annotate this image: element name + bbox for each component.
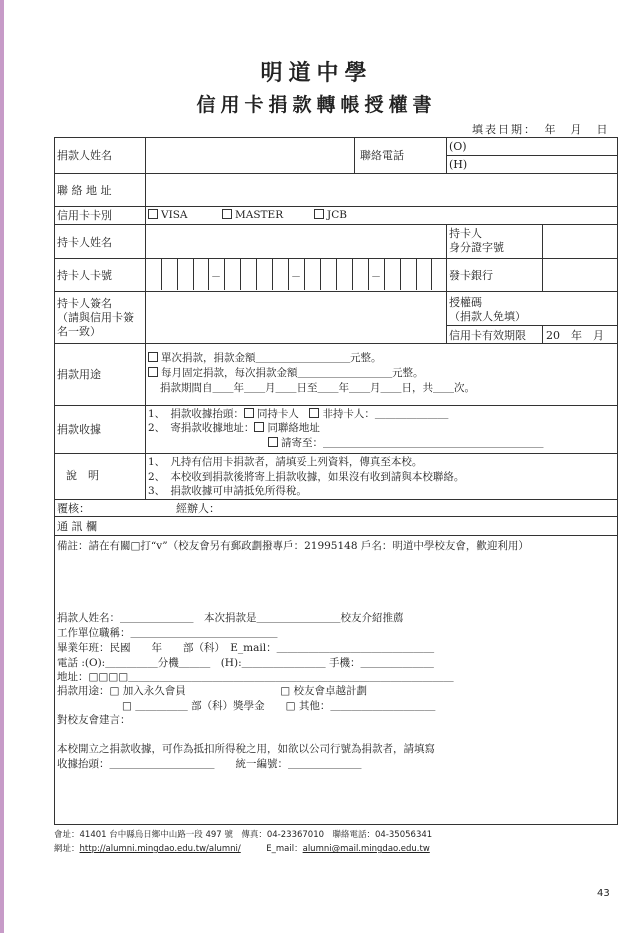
- website-link[interactable]: http://alumni.mingdao.edu.tw/alumni/: [79, 844, 241, 854]
- signature-label-2: （請與信用卡簽: [57, 311, 134, 324]
- row-divider: [54, 405, 618, 406]
- comm-title: 通 訊 欄: [57, 520, 97, 533]
- school-name: 明道中學: [260, 60, 373, 86]
- send-to-field[interactable]: ＿＿＿＿＿＿＿＿＿＿＿＿＿＿＿＿＿＿＿＿＿: [323, 437, 544, 449]
- card-digit-divider: [416, 259, 417, 290]
- form-title: 信用卡捐款轉帳授權書: [196, 94, 437, 116]
- col-divider: [542, 224, 543, 291]
- fill-date[interactable]: 填表日期： 年 月 日: [472, 123, 610, 136]
- card-digit-divider: [336, 259, 337, 290]
- comm-line-advice: 對校友會建言：: [57, 714, 131, 726]
- page-edge-stripe: [0, 0, 4, 933]
- email-link[interactable]: alumni@mail.mingdao.edu.tw: [302, 844, 430, 854]
- master-label: MASTER: [235, 209, 284, 221]
- card-digit-divider: [161, 259, 162, 290]
- col-divider: [446, 224, 447, 343]
- receipt-send-to-row: [268, 437, 544, 450]
- note-item: 2、 本校收到捐款後將寄上捐款收據，如果沒有收到請與本校聯絡。: [148, 471, 465, 483]
- row-divider: [54, 535, 618, 536]
- card-digit-divider: [272, 259, 273, 290]
- card-digit-divider: [177, 259, 178, 290]
- same-holder-option: 同持卡人: [256, 408, 299, 420]
- row-divider: [446, 155, 618, 156]
- visa-label: VISA: [161, 209, 188, 221]
- holder-name-label: 持卡人姓名: [57, 236, 112, 249]
- row-divider: [54, 291, 618, 292]
- col-divider: [354, 137, 355, 173]
- send-to-label: 請寄至：: [281, 437, 323, 449]
- comm-line-donor[interactable]: 捐款人姓名：＿＿＿＿＿＿＿ 本次捐款是＿＿＿＿＿＿＿＿校友介紹推薦: [57, 612, 404, 624]
- phone-label: 聯絡電話: [360, 149, 404, 162]
- note-item: 1、 凡持有信用卡捐款者，請填妥上列資料，傳真至本校。: [148, 456, 423, 468]
- purpose-single-text: 單次捐款，捐款金額＿＿＿＿＿＿＿＿＿元整。: [161, 352, 382, 364]
- checkbox-icon[interactable]: [148, 352, 158, 362]
- row-divider: [54, 206, 618, 207]
- col-divider: [542, 325, 543, 343]
- receipt-address-label: 2、 寄捐款收據地址：: [148, 422, 255, 434]
- holder-id-label-2: 身分證字號: [449, 241, 504, 254]
- checkbox-icon[interactable]: [309, 408, 319, 418]
- checkbox-icon[interactable]: [222, 209, 232, 219]
- comm-line-job[interactable]: 工作單位職稱：＿＿＿＿＿＿＿＿＿＿＿＿＿＿: [57, 627, 278, 639]
- card-dash: －: [291, 272, 301, 283]
- card-digit-divider: [368, 259, 369, 290]
- auth-code-label-2: （捐款人免填）: [449, 310, 526, 323]
- comm-line-phone[interactable]: 電話 :(O):＿＿＿＿＿分機＿＿＿ (H):＿＿＿＿＿＿＿＿ 手機：＿＿＿＿＿＿＿: [57, 657, 434, 669]
- signature-label: 持卡人簽名: [57, 297, 112, 310]
- card-type-visa[interactable]: [148, 209, 188, 222]
- card-digit-divider: [288, 259, 289, 290]
- row-divider: [446, 325, 618, 326]
- footer-address: 會址：41401 台中縣烏日鄉中山路一段 497 號 傳真：04-23367010 聯絡電話：04-35056341: [54, 830, 433, 840]
- checkbox-icon[interactable]: [254, 422, 264, 432]
- comm-line-receipt-note: 本校開立之捐款收據，可作為抵扣所得稅之用，如欲以公司行號為捐款者，請填寫: [57, 743, 435, 755]
- address-label: 聯 絡 地 址: [57, 184, 112, 197]
- col-divider: [446, 137, 447, 173]
- review-label: 覆核：: [57, 502, 90, 515]
- card-type-jcb[interactable]: [314, 209, 347, 222]
- card-digit-divider: [224, 259, 225, 290]
- receipt-title-label: 1、 捐款收據抬頭：: [148, 408, 244, 420]
- same-address-option: 同聯絡地址: [267, 422, 320, 434]
- card-digit-divider: [304, 259, 305, 290]
- purpose-label: 捐款用途: [57, 368, 101, 381]
- row-divider: [54, 224, 618, 225]
- card-digit-divider: [208, 259, 209, 290]
- card-type-label: 信用卡卡別: [57, 209, 112, 222]
- checkbox-icon[interactable]: [268, 437, 278, 447]
- jcb-label: JCB: [327, 209, 347, 221]
- phone-office-field[interactable]: (O): [449, 140, 467, 153]
- card-digit-divider: [384, 259, 385, 290]
- expiry-label: 信用卡有效期限: [449, 329, 526, 342]
- comm-line-receipt-title[interactable]: 收據抬頭：＿＿＿＿＿＿＿＿＿＿ 統一編號：＿＿＿＿＿＿＿: [57, 758, 362, 770]
- receipt-address-row: [148, 422, 320, 435]
- card-dash: －: [371, 272, 381, 283]
- auth-code-label: 授權碼: [449, 296, 482, 309]
- card-digit-divider: [400, 259, 401, 290]
- card-digit-divider: [352, 259, 353, 290]
- page-number: 43: [597, 888, 610, 899]
- card-digit-divider: [240, 259, 241, 290]
- col-divider: [145, 137, 146, 499]
- card-digit-divider: [256, 259, 257, 290]
- comm-line-address[interactable]: 地址：□□□□＿＿＿＿＿＿＿＿＿＿＿＿＿＿＿＿＿＿＿＿＿＿＿＿＿＿＿＿＿＿＿: [57, 671, 454, 683]
- card-digit-divider: [431, 259, 432, 290]
- row-divider: [54, 343, 618, 344]
- card-digit-divider: [320, 259, 321, 290]
- row-divider: [54, 453, 618, 454]
- purpose-single[interactable]: [148, 352, 382, 365]
- receipt-title-row: [148, 408, 448, 421]
- signature-label-3: 名一致）: [57, 325, 101, 338]
- comm-line-grad[interactable]: 畢業年班：民國 年 部（科） E_mail：＿＿＿＿＿＿＿＿＿＿＿＿＿＿＿: [57, 642, 435, 654]
- comm-line-scholarship[interactable]: □ ＿＿＿＿＿ 部（科）獎學金 □ 其他：＿＿＿＿＿＿＿＿＿＿: [122, 700, 436, 712]
- email-label: E_mail：: [266, 844, 303, 854]
- note-item: 3、 捐款收據可申請抵免所得稅。: [148, 485, 307, 497]
- checkbox-icon[interactable]: [148, 209, 158, 219]
- checkbox-icon[interactable]: [148, 367, 158, 377]
- comm-line-purpose[interactable]: 捐款用途：□ 加入永久會員 □ 校友會卓越計劃: [57, 685, 368, 697]
- purpose-period: 捐款期間自＿＿年＿＿月＿＿日至＿＿年＿＿月＿＿日，共＿＿次。: [160, 382, 475, 394]
- web-label: 網址：: [54, 844, 80, 854]
- holder-id-label: 持卡人: [449, 227, 482, 240]
- footer-web-row: [54, 842, 430, 854]
- receipt-label: 捐款收據: [57, 423, 101, 436]
- donor-name-label: 捐款人姓名: [57, 149, 112, 162]
- phone-home-field[interactable]: (H): [449, 158, 468, 171]
- purpose-monthly[interactable]: [148, 367, 424, 380]
- card-digit-divider: [193, 259, 194, 290]
- card-dash: －: [211, 272, 221, 283]
- row-divider: [54, 499, 618, 500]
- handler-label: 經辦人：: [176, 502, 220, 515]
- row-divider: [54, 516, 618, 517]
- comm-remark: 備註：請在有關□打“ⅴ”（校友會另有郵政劃撥專戶：21995148 戶名：明道中學校友會，歡迎利用）: [57, 540, 529, 552]
- bank-label: 發卡銀行: [449, 269, 493, 282]
- card-number-label: 持卡人卡號: [57, 269, 112, 282]
- expiry-field[interactable]: 20 年 月: [546, 329, 604, 342]
- checkbox-icon[interactable]: [314, 209, 324, 219]
- not-holder-option: 非持卡人：＿＿＿＿＿＿＿: [322, 408, 449, 420]
- purpose-monthly-text: 每月固定捐款，每次捐款金額＿＿＿＿＿＿＿＿＿元整。: [161, 367, 424, 379]
- checkbox-icon[interactable]: [244, 408, 254, 418]
- notes-label: 說 明: [66, 469, 99, 482]
- row-divider: [54, 173, 618, 174]
- card-type-master[interactable]: [222, 209, 283, 222]
